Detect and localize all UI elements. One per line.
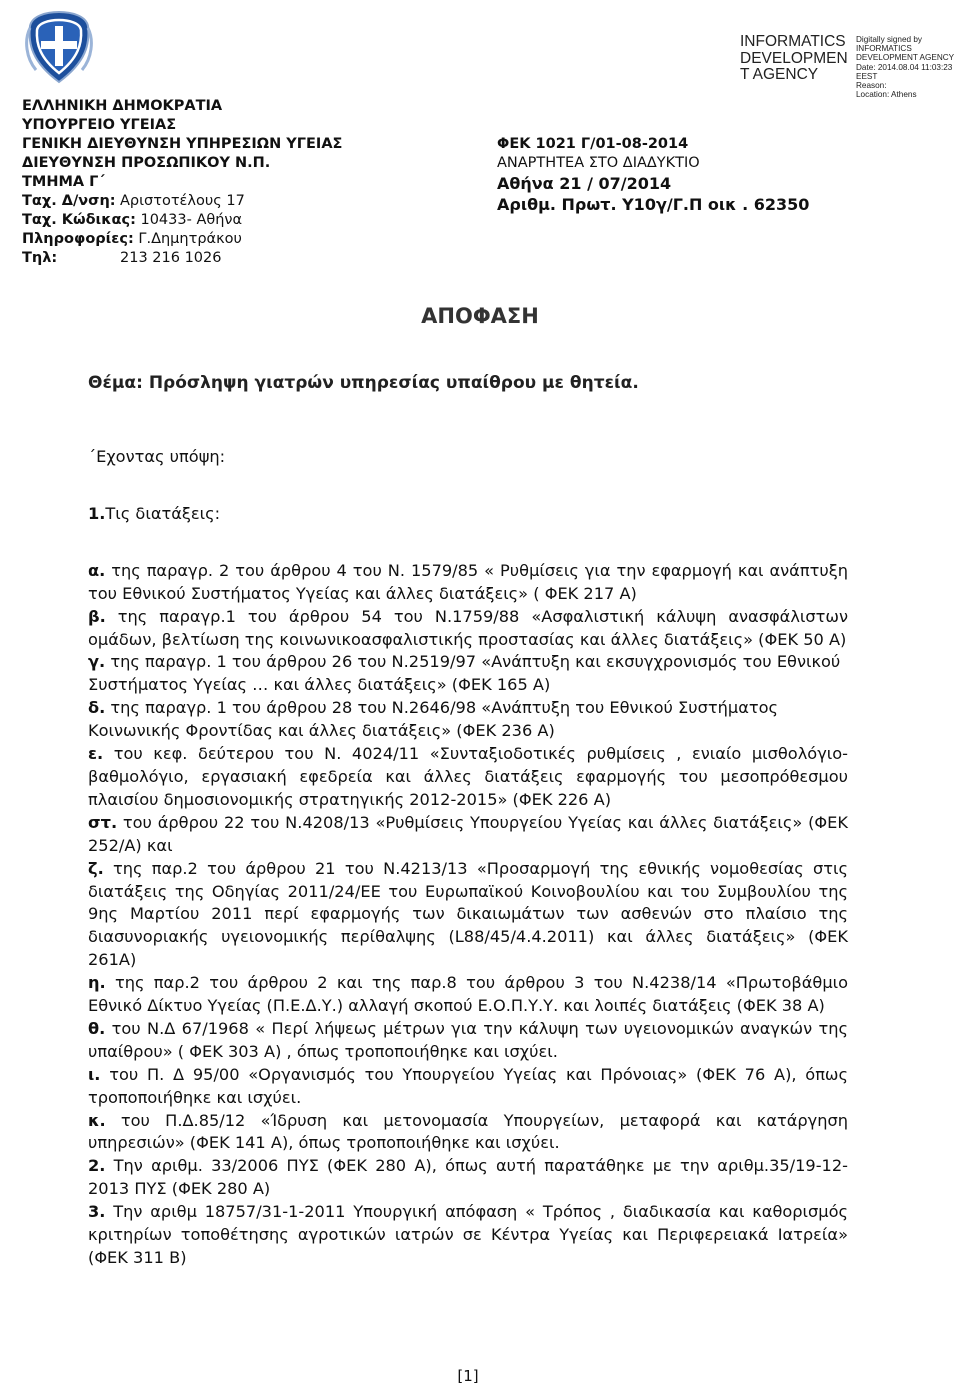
gazette-ref: ΦΕΚ 1021 Γ/01-08-2014 [497, 136, 689, 152]
provision-marker: α. [88, 560, 106, 580]
provision-marker: ε. [88, 744, 104, 764]
provision-item [88, 743, 848, 812]
signature-agency-line: DEVELOPMEN [740, 49, 848, 67]
provision-marker: β. [88, 606, 106, 626]
point-2-text: Την αριθμ. 33/2006 ΠΥΣ (ΦΕΚ 280 Α), όπως αυτή παρατάθηκε με την αριθμ.35/19-12-2013 ΠΥΣ (ΦΕΚ 280 Α) [88, 1156, 848, 1199]
provision-marker: η. [88, 973, 106, 993]
info-value: Γ.Δημητράκου [138, 231, 242, 247]
signature-details [856, 35, 960, 99]
signature-agency-line: T AGENCY [740, 66, 819, 83]
section-1-heading [88, 503, 848, 526]
postcode-label: Ταχ. Κώδικας: [22, 212, 136, 228]
provision-text: του Π.Δ.85/12 «Ίδρυση και μετονομασία Υπουργείων, μεταφορά και κατάργηση υπηρεσιών» (ΦΕΚ 141 Α), όπως τροποποιήθηκε και ισχύει. [88, 1110, 848, 1153]
signature-detail-line: Location: Athens [856, 90, 917, 100]
postcode-value: 10433- Αθήνα [140, 212, 243, 228]
postcode-row [22, 211, 352, 230]
provision-item [88, 697, 848, 743]
point-3-number: 3. [88, 1202, 106, 1222]
provision-item [88, 972, 848, 1018]
provision-text: του κεφ. δεύτερου του Ν. 4024/11 «Συνταξιοδοτικές ρυθμίσεις , ενιαίο μισθολόγιο-βαθμολόγιο, εργασιακή εφεδρεία και άλλες διατάξεις εφαρμογής του μεσοπρόθεσμου πλαισίου δημοσιονομικής στρατηγικής 2012-2015» (ΦΕΚ 226 Α) [88, 744, 848, 809]
signature-agency [740, 34, 858, 84]
signature-detail-line: Digitally signed by [856, 35, 922, 44]
info-row [22, 230, 352, 249]
address-label: Ταχ. Δ/νση: [22, 193, 116, 209]
provision-marker: ζ. [88, 858, 104, 878]
document-date: Αθήνα 21 / 07/2014 [497, 174, 672, 193]
signature-detail-line: EEST [856, 71, 878, 81]
address-row [22, 192, 352, 211]
posted-note: ΑΝΑΡΤΗΤΕΑ ΣΤΟ ΔΙΑΔΥΚΤΙΟ [497, 155, 700, 171]
sender-line: ΔΙΕΥΘΥΝΣΗ ΠΡΟΣΩΠΙΚΟΥ Ν.Π. [22, 155, 271, 171]
sender-line: ΥΠΟΥΡΓΕΙΟ ΥΓΕΙΑΣ [22, 117, 177, 133]
address-value: Αριστοτέλους 17 [120, 193, 245, 209]
provision-marker: ι. [88, 1064, 101, 1084]
phone-row [22, 249, 352, 268]
provision-text: της παραγρ.1 του άρθρου 54 του Ν.1759/88 «Ασφαλιστική κάλυψη ανασφάλιστων ομάδων, βελτίωση της κοινωνικοασφαλιστικής προστασίας και άλλες διατάξεις» (ΦΕΚ 50 Α) [88, 606, 848, 649]
signature-detail-line: DEVELOPMENT AGENCY [856, 53, 955, 63]
provision-text: της παραγρ. 1 του άρθρου 28 του Ν.2646/98 «Ανάπτυξη του Εθνικού Συστήματος Κοινωνικής Φροντίδας και άλλες διατάξεις» (ΦΕΚ 236 Α) [88, 698, 779, 741]
info-label: Πληροφορίες: [22, 231, 134, 247]
provision-text: του άρθρου 22 του Ν.4208/13 «Ρυθμίσεις Υπουργείου Υγείας και άλλες διατάξεις» (ΦΕΚ 252/Α) και [88, 812, 848, 855]
provision-marker: κ. [88, 1110, 106, 1130]
point-3 [88, 1201, 848, 1270]
provision-item [88, 560, 848, 606]
signature-agency-line: INFORMATICS [740, 33, 846, 50]
provision-item [88, 1064, 848, 1110]
signature-detail-line: Reason: [856, 81, 887, 91]
sender-line: ΤΜΗΜΑ Γ΄ [22, 174, 105, 190]
provision-item [88, 651, 848, 697]
sender-line: ΕΛΛΗΝΙΚΗ ΔΗΜΟΚΡΑΤΙΑ [22, 98, 223, 114]
provision-text: του Ν.Δ 67/1968 « Περί λήψεως μέτρων για την κάλυψη των υγειονομικών αναγκών της υπαίθρου» ( ΦΕΚ 303 Α) , όπως τροποποιήθηκε και ισχύει. [88, 1018, 848, 1061]
provision-marker: θ. [88, 1018, 106, 1038]
provision-marker: γ. [88, 652, 106, 672]
provision-marker: στ. [88, 812, 118, 832]
provision-text: της παραγρ. 2 του άρθρου 4 του Ν. 1579/85 « Ρυθμίσεις για την εφαρμογή και ανάπτυξη του Εθνικού Συστήματος Υγείας και άλλες διατάξεις» ( ΦΕΚ 217 Α) [88, 560, 848, 603]
protocol-number: Αριθμ. Πρωτ. Υ10γ/Γ.Π οικ . 62350 [497, 195, 810, 214]
provision-text: της παραγρ. 1 του άρθρου 26 του Ν.2519/97 «Ανάπτυξη και εκσυγχρονισμός του Εθνικού Συστήματος Υγείας … και άλλες διατάξεις» (ΦΕΚ 165 Α) [88, 652, 841, 695]
point-3-text: Την αριθμ 18757/31-1-2011 Υπουργική απόφαση « Τρόπος , διαδικασία και καθορισμός κριτηρίων τοποθέτησης αγροτικών ιατρών σε Κέντρα Υγείας και Περιφερειακά Ιατρεία» (ΦΕΚ 311 Β) [88, 1202, 848, 1267]
provision-item [88, 1018, 848, 1064]
provision-text: του Π. Δ 95/00 «Οργανισμός του Υπουργείου Υγείας και Πρόνοιας» (ΦΕΚ 76 Α), όπως τροποποιήθηκε και ισχύει. [88, 1064, 848, 1107]
sender-block [22, 97, 352, 268]
provision-item [88, 812, 848, 858]
provision-item [88, 1110, 848, 1156]
document-title: ΑΠΟΦΑΣΗ [421, 304, 539, 328]
provision-marker: δ. [88, 698, 106, 718]
section-1-label: Τις διατάξεις: [105, 503, 221, 523]
intro-line: ΄Εχοντας υπόψη: [88, 447, 226, 466]
document-subject: Θέμα: Πρόσληψη γιατρών υπηρεσίας υπαίθρου με θητεία. [88, 373, 639, 393]
signature-detail-line: INFORMATICS [856, 44, 912, 54]
phone-value: 213 216 1026 [120, 250, 222, 266]
provision-text: της παρ.2 του άρθρου 2 και της παρ.8 του άρθρου 3 του Ν.4238/14 «Πρωτοβάθμιο Εθνικό Δίκτυο Υγείας (Π.Ε.Δ.Υ.) αλλαγή σκοπού Ε.Ο.Π.Υ.Υ. και λοιπές διατάξεις (ΦΕΚ 38 Α) [88, 973, 848, 1016]
reference-block [497, 135, 837, 215]
provision-item [88, 606, 848, 652]
section-1-number: 1. [88, 503, 106, 523]
coat-of-arms-icon [24, 10, 94, 84]
provision-text: της παρ.2 του άρθρου 21 του Ν.4213/13 «Προσαρμογή της εθνικής νομοθεσίας στις διατάξεις της Οδηγίας 2011/24/ΕΕ του Ευρωπαϊκού Κοινοβουλίου και του Συμβουλίου της 9ης Μαρτίου 2011 περί εφαρμογής των δικαιωμάτων των ασθενών στο πλαίσιο της διασυνοριακής υγειονομικής περίθαλψης (L88/45/4.4.2011) και άλλες διατάξεις» (ΦΕΚ 261Α) [88, 858, 848, 970]
phone-label: Τηλ: [22, 250, 58, 266]
point-2 [88, 1155, 848, 1201]
document-body [88, 446, 848, 1270]
signature-detail-line: Date: 2014.08.04 11:03:23 [856, 62, 953, 72]
provision-item [88, 858, 848, 973]
page-number: [1] [457, 1367, 479, 1385]
sender-line: ΓΕΝΙΚΗ ΔΙΕΥΘΥΝΣΗ ΥΠΗΡΕΣΙΩΝ ΥΓΕΙΑΣ [22, 136, 343, 152]
point-2-number: 2. [88, 1156, 106, 1176]
